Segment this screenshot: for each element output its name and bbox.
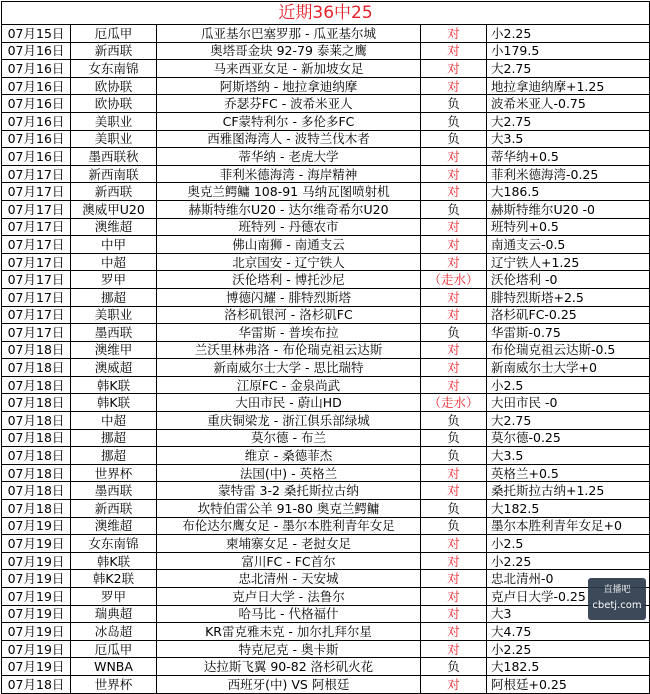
league-cell: 中超 [71, 412, 157, 430]
pick-cell: 大182.5 [487, 500, 650, 518]
match-cell: 大田市民 - 蔚山HD [157, 394, 421, 412]
league-cell: 新西联 [71, 183, 157, 201]
league-cell: 中甲 [71, 236, 157, 254]
date-cell: 07月19日 [2, 588, 71, 606]
date-cell: 07月19日 [2, 517, 71, 535]
result-cell: 对 [421, 288, 487, 306]
match-cell: 乔瑟芬FC - 波希米亚人 [157, 95, 421, 113]
date-cell: 07月19日 [2, 535, 71, 553]
pick-cell: 大2.75 [487, 112, 650, 130]
league-cell: 罗甲 [71, 588, 157, 606]
date-cell: 07月17日 [2, 218, 71, 236]
date-cell: 07月17日 [2, 183, 71, 201]
pick-cell: 辽宁铁人+1.25 [487, 253, 650, 271]
date-cell: 07月18日 [2, 500, 71, 518]
table-row [2, 500, 650, 518]
league-cell: 澳威超 [71, 359, 157, 377]
result-cell: 对 [421, 570, 487, 588]
date-cell: 07月18日 [2, 429, 71, 447]
match-cell: 赫斯特维尔U20 - 达尔维奇希尔U20 [157, 200, 421, 218]
date-cell: 07月17日 [2, 271, 71, 289]
table-row [2, 552, 650, 570]
result-cell: 对 [421, 148, 487, 166]
match-cell: 莫尔德 - 布兰 [157, 429, 421, 447]
table-row [2, 42, 650, 60]
result-cell: 负 [421, 130, 487, 148]
table-row [2, 60, 650, 78]
league-cell: 韩K联 [71, 394, 157, 412]
league-cell: 厄瓜甲 [71, 25, 157, 43]
result-cell: 负 [421, 95, 487, 113]
pick-cell: 小2.5 [487, 376, 650, 394]
date-cell: 07月18日 [2, 447, 71, 465]
match-cell: 忠北清州 - 天安城 [157, 570, 421, 588]
table-row [2, 236, 650, 254]
date-cell: 07月19日 [2, 640, 71, 658]
table-row [2, 535, 650, 553]
pick-cell: 大田市民 -0 [487, 394, 650, 412]
result-cell: 对 [421, 535, 487, 553]
table-row [2, 605, 650, 623]
table-row [2, 253, 650, 271]
result-cell: 对 [421, 165, 487, 183]
league-cell: 瑞典超 [71, 605, 157, 623]
match-cell: 菲利米德海湾 - 海岸精神 [157, 165, 421, 183]
league-cell: 墨西联秋 [71, 148, 157, 166]
pick-cell: 小2.25 [487, 640, 650, 658]
pick-cell: 蒂华纳+0.5 [487, 148, 650, 166]
pick-cell: 英格兰+0.5 [487, 464, 650, 482]
table-row [2, 306, 650, 324]
result-cell: 对 [421, 236, 487, 254]
result-cell: 负 [421, 429, 487, 447]
match-cell: 班特列 - 丹德农市 [157, 218, 421, 236]
result-cell: 对 [421, 675, 487, 693]
date-cell: 07月16日 [2, 130, 71, 148]
match-cell: 阿斯塔纳 - 地拉拿迪纳摩 [157, 77, 421, 95]
pick-cell: 地拉拿迪纳摩+1.25 [487, 77, 650, 95]
result-cell: 对 [421, 552, 487, 570]
date-cell: 07月19日 [2, 605, 71, 623]
league-cell: 欧协联 [71, 95, 157, 113]
league-cell: 挪超 [71, 288, 157, 306]
match-cell: 重庆铜梁龙 - 浙江俱乐部绿城 [157, 412, 421, 430]
league-cell: 墨西联 [71, 324, 157, 342]
league-cell: 澳维超 [71, 218, 157, 236]
date-cell: 07月17日 [2, 306, 71, 324]
pick-cell: 布伦瑞克祖云达斯-0.5 [487, 341, 650, 359]
league-cell: 世界杯 [71, 464, 157, 482]
result-cell: 对 [421, 77, 487, 95]
match-cell: 西雅图海湾人 - 波特兰伐木者 [157, 130, 421, 148]
league-cell: 韩K联 [71, 376, 157, 394]
league-cell: 韩K2联 [71, 570, 157, 588]
date-cell: 07月18日 [2, 412, 71, 430]
pick-cell: 克卢日大学-0.25 [487, 588, 650, 606]
table-row [2, 623, 650, 641]
table-row [2, 658, 650, 676]
watermark-top-text: 直播吧 [603, 585, 631, 595]
pick-cell: 南通支云-0.5 [487, 236, 650, 254]
table-row [2, 376, 650, 394]
pick-cell: 大2.75 [487, 412, 650, 430]
date-cell: 07月16日 [2, 77, 71, 95]
result-cell: 对 [421, 183, 487, 201]
result-cell: 对 [421, 623, 487, 641]
date-cell: 07月18日 [2, 394, 71, 412]
pick-cell: 大3.5 [487, 130, 650, 148]
table-row [2, 464, 650, 482]
table-row [2, 165, 650, 183]
league-cell: 澳维甲 [71, 341, 157, 359]
pick-cell: 忠北清州-0 [487, 570, 650, 588]
match-cell: 法国(中) - 英格兰 [157, 464, 421, 482]
league-cell: 欧协联 [71, 77, 157, 95]
watermark-logo [588, 578, 646, 620]
match-cell: 瓜亚基尔巴塞罗那 - 瓜亚基尔城 [157, 25, 421, 43]
league-cell: 冰岛超 [71, 623, 157, 641]
pick-cell: 阿根廷+0.25 [487, 675, 650, 693]
table-row [2, 394, 650, 412]
date-cell: 07月18日 [2, 464, 71, 482]
league-cell: 韩K联 [71, 552, 157, 570]
result-cell: 负 [421, 324, 487, 342]
result-cell: 对 [421, 42, 487, 60]
match-cell: 西班牙(中) VS 阿根廷 [157, 675, 421, 693]
table-row [2, 429, 650, 447]
league-cell: 美职业 [71, 130, 157, 148]
pick-cell: 华雷斯-0.75 [487, 324, 650, 342]
date-cell: 07月18日 [2, 376, 71, 394]
table-row [2, 447, 650, 465]
pick-cell: 小179.5 [487, 42, 650, 60]
watermark-site-text: cbetj.com [592, 600, 642, 611]
result-cell: 对 [421, 588, 487, 606]
pick-cell: 小2.5 [487, 535, 650, 553]
match-cell: 哈马比 - 代格福什 [157, 605, 421, 623]
match-cell: CF蒙特利尔 - 多伦多FC [157, 112, 421, 130]
match-cell: 达拉斯飞翼 90-82 洛杉矶火花 [157, 658, 421, 676]
date-cell: 07月16日 [2, 148, 71, 166]
table-row [2, 130, 650, 148]
match-cell: 富川FC - FC首尔 [157, 552, 421, 570]
table-row [2, 675, 650, 693]
pick-cell: 墨尔本胜利青年女足+0 [487, 517, 650, 535]
result-cell: 对 [421, 60, 487, 78]
match-cell: 奥塔哥金块 92-79 泰莱之鹰 [157, 42, 421, 60]
table-row [2, 640, 650, 658]
result-cell: （走水） [421, 271, 487, 289]
match-cell: 坎特伯雷公羊 91-80 奥克兰鳄鳙 [157, 500, 421, 518]
page-title: 近期36中25 [2, 2, 650, 25]
pick-cell: 腓特烈斯塔+2.5 [487, 288, 650, 306]
date-cell: 07月17日 [2, 253, 71, 271]
date-cell: 07月17日 [2, 236, 71, 254]
result-cell: 对 [421, 482, 487, 500]
table-row [2, 148, 650, 166]
league-cell: 挪超 [71, 429, 157, 447]
league-cell: 世界杯 [71, 675, 157, 693]
result-cell: 负 [421, 500, 487, 518]
result-cell: （走水） [421, 394, 487, 412]
table-row [2, 324, 650, 342]
league-cell: 女东南锦 [71, 535, 157, 553]
date-cell: 07月19日 [2, 658, 71, 676]
match-cell: 维京 - 桑德菲杰 [157, 447, 421, 465]
result-cell: 对 [421, 640, 487, 658]
table-row [2, 183, 650, 201]
date-cell: 07月18日 [2, 482, 71, 500]
pick-cell: 大3 [487, 605, 650, 623]
league-cell: WNBA [71, 658, 157, 676]
match-cell: 华雷斯 - 普埃布拉 [157, 324, 421, 342]
pick-cell: 沃伦塔利 -0 [487, 271, 650, 289]
table-row [2, 482, 650, 500]
table-row [2, 359, 650, 377]
result-cell: 对 [421, 376, 487, 394]
match-cell: 布伦达尔鹰女足 - 墨尔本胜利青年女足 [157, 517, 421, 535]
result-cell: 对 [421, 605, 487, 623]
date-cell: 07月18日 [2, 341, 71, 359]
match-cell: 佛山南狮 - 南通支云 [157, 236, 421, 254]
table-row [2, 288, 650, 306]
league-cell: 新西南联 [71, 165, 157, 183]
league-cell: 澳威甲U20 [71, 200, 157, 218]
pick-cell: 菲利米德海湾-0.25 [487, 165, 650, 183]
date-cell: 07月16日 [2, 95, 71, 113]
match-cell: 奥克兰鳄鳙 108-91 马纳瓦图喷射机 [157, 183, 421, 201]
pick-cell: 大4.75 [487, 623, 650, 641]
league-cell: 美职业 [71, 112, 157, 130]
league-cell: 厄瓜甲 [71, 640, 157, 658]
match-cell: 柬埔寨女足 - 老挝女足 [157, 535, 421, 553]
date-cell: 07月19日 [2, 570, 71, 588]
league-cell: 新西联 [71, 42, 157, 60]
match-cell: 北京国安 - 辽宁铁人 [157, 253, 421, 271]
date-cell: 07月16日 [2, 60, 71, 78]
result-cell: 对 [421, 25, 487, 43]
result-cell: 对 [421, 341, 487, 359]
date-cell: 07月18日 [2, 675, 71, 693]
league-cell: 女东南锦 [71, 60, 157, 78]
pick-cell: 小2.25 [487, 25, 650, 43]
match-cell: 江原FC - 金泉尚武 [157, 376, 421, 394]
match-cell: 克卢日大学 - 法鲁尔 [157, 588, 421, 606]
match-cell: 兰沃里林弗洛 - 布伦瑞克祖云达斯 [157, 341, 421, 359]
table-row [2, 218, 650, 236]
match-cell: KR雷克雅未克 - 加尔扎拜尔星 [157, 623, 421, 641]
match-cell: 洛杉矶银河 - 洛杉矶FC [157, 306, 421, 324]
result-cell: 负 [421, 412, 487, 430]
pick-cell: 赫斯特维尔U20 -0 [487, 200, 650, 218]
league-cell: 新西联 [71, 500, 157, 518]
table-row [2, 25, 650, 43]
match-cell: 新南威尔士大学 - 思比瑞特 [157, 359, 421, 377]
table-row [2, 570, 650, 588]
match-cell: 马来西亚女足 - 新加坡女足 [157, 60, 421, 78]
result-cell: 对 [421, 464, 487, 482]
date-cell: 07月19日 [2, 623, 71, 641]
match-cell: 博德闪耀 - 腓特烈斯塔 [157, 288, 421, 306]
date-cell: 07月15日 [2, 25, 71, 43]
result-cell: 对 [421, 218, 487, 236]
table-row [2, 517, 650, 535]
pick-cell: 新南威尔士大学+0 [487, 359, 650, 377]
pick-cell: 莫尔德-0.25 [487, 429, 650, 447]
date-cell: 07月19日 [2, 552, 71, 570]
pick-cell: 波希米亚人-0.75 [487, 95, 650, 113]
table-row [2, 588, 650, 606]
result-cell: 对 [421, 253, 487, 271]
date-cell: 07月17日 [2, 288, 71, 306]
date-cell: 07月16日 [2, 112, 71, 130]
table-row [2, 200, 650, 218]
result-cell: 负 [421, 658, 487, 676]
league-cell: 澳维超 [71, 517, 157, 535]
result-cell: 负 [421, 517, 487, 535]
match-cell: 蒙特雷 3-2 桑托斯拉古纳 [157, 482, 421, 500]
result-cell: 负 [421, 112, 487, 130]
pick-cell: 大3.5 [487, 447, 650, 465]
result-cell: 负 [421, 200, 487, 218]
pick-cell: 小2.25 [487, 552, 650, 570]
pick-cell: 大2.75 [487, 60, 650, 78]
pick-cell: 大186.5 [487, 183, 650, 201]
result-cell: 对 [421, 306, 487, 324]
table-row [2, 77, 650, 95]
date-cell: 07月16日 [2, 42, 71, 60]
pick-cell: 洛杉矶FC-0.25 [487, 306, 650, 324]
table-row [2, 341, 650, 359]
match-cell: 蒂华纳 - 老虎大学 [157, 148, 421, 166]
pick-cell: 桑托斯拉古纳+1.25 [487, 482, 650, 500]
league-cell: 美职业 [71, 306, 157, 324]
pick-cell: 大182.5 [487, 658, 650, 676]
table-row [2, 412, 650, 430]
date-cell: 07月17日 [2, 165, 71, 183]
match-cell: 沃伦塔利 - 博托沙尼 [157, 271, 421, 289]
title-row [2, 2, 650, 25]
result-cell: 对 [421, 359, 487, 377]
league-cell: 中超 [71, 253, 157, 271]
date-cell: 07月17日 [2, 324, 71, 342]
table-row [2, 271, 650, 289]
results-table [1, 1, 650, 694]
result-cell: 负 [421, 447, 487, 465]
table-row [2, 112, 650, 130]
pick-cell: 班特列+0.5 [487, 218, 650, 236]
league-cell: 罗甲 [71, 271, 157, 289]
table-row [2, 95, 650, 113]
date-cell: 07月17日 [2, 200, 71, 218]
league-cell: 挪超 [71, 447, 157, 465]
date-cell: 07月18日 [2, 359, 71, 377]
league-cell: 墨西联 [71, 482, 157, 500]
match-cell: 特克尼克 - 奥卡斯 [157, 640, 421, 658]
